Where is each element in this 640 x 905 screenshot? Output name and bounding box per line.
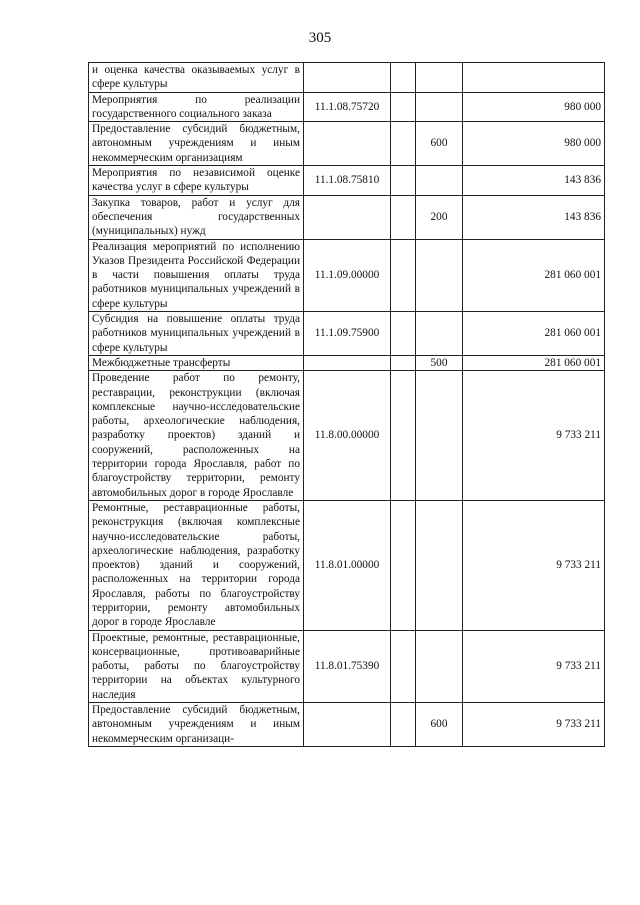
row-code-cell (304, 63, 391, 93)
row-type-cell (416, 92, 463, 122)
row-code-cell (304, 122, 391, 166)
row-name-cell: Мероприятия по реализации государственного социального заказа (89, 92, 304, 122)
row-name-cell: Предоставление субсидий бюджетным, автономным учреждениям и иным некоммерческим организаци- (89, 703, 304, 747)
row-amount-cell: 281 060 001 (463, 239, 605, 311)
row-empty-cell (391, 703, 416, 747)
row-name-cell: Мероприятия по независимой оценке качества услуг в сфере культуры (89, 166, 304, 196)
table-row (89, 371, 605, 501)
table-row (89, 195, 605, 239)
row-type-cell: 200 (416, 195, 463, 239)
row-name-cell: Закупка товаров, работ и услуг для обеспечения государственных (муниципальных) нужд (89, 195, 304, 239)
table-row (89, 312, 605, 356)
row-empty-cell (391, 371, 416, 501)
row-amount-cell: 281 060 001 (463, 312, 605, 356)
row-code-cell: 11.1.08.75810 (304, 166, 391, 196)
row-code-cell: 11.1.09.75900 (304, 312, 391, 356)
row-name-cell: Субсидия на повышение оплаты труда работников муниципальных учреждений в сфере культуры (89, 312, 304, 356)
table-row (89, 63, 605, 93)
row-code-cell (304, 195, 391, 239)
row-name-cell: Межбюджетные трансферты (89, 355, 304, 370)
budget-table (88, 62, 605, 747)
row-amount-cell: 9 733 211 (463, 371, 605, 501)
table-row (89, 703, 605, 747)
row-name-cell: Проведение работ по ремонту, реставрации, реконструкции (включая комплексные научно-исследовательские работы, археологические наблюдения, разработку проектов) зданий и сооружений, расположенных на территории города Ярославля, работ по благоустройству территории, ремонту автомобильных дорог в городе Ярославле (89, 371, 304, 501)
row-name-cell: Ремонтные, реставрационные работы, реконструкция (включая комплексные научно-исследовательские работы, археологические наблюдения, разработку проектов) зданий и сооружений, расположенных на территории города Ярославля, работы по благоустройству территории, ремонту автомобильных дорог в городе Ярославле (89, 500, 304, 630)
row-type-cell (416, 630, 463, 702)
row-amount-cell: 9 733 211 (463, 500, 605, 630)
row-empty-cell (391, 312, 416, 356)
row-code-cell (304, 355, 391, 370)
row-type-cell (416, 239, 463, 311)
row-code-cell: 11.1.08.75720 (304, 92, 391, 122)
row-type-cell (416, 371, 463, 501)
row-empty-cell (391, 355, 416, 370)
row-code-cell: 11.8.00.00000 (304, 371, 391, 501)
row-empty-cell (391, 166, 416, 196)
row-type-cell (416, 500, 463, 630)
table-row (89, 166, 605, 196)
row-type-cell (416, 166, 463, 196)
row-amount-cell: 143 836 (463, 166, 605, 196)
table-row (89, 630, 605, 702)
row-code-cell (304, 703, 391, 747)
row-empty-cell (391, 122, 416, 166)
row-name-cell: Проектные, ремонтные, реставрационные, консервационные, противоаварийные работы, работы по благоустройству территории на объектах культурного наследия (89, 630, 304, 702)
row-code-cell: 11.8.01.75390 (304, 630, 391, 702)
row-amount-cell: 9 733 211 (463, 630, 605, 702)
row-type-cell (416, 63, 463, 93)
table-row (89, 122, 605, 166)
row-type-cell: 500 (416, 355, 463, 370)
row-empty-cell (391, 195, 416, 239)
row-name-cell: Реализация мероприятий по исполнению Указов Президента Российской Федерации в части повышения оплаты труда работников муниципальных учреждений в сфере культуры (89, 239, 304, 311)
row-type-cell: 600 (416, 122, 463, 166)
table-row (89, 355, 605, 370)
table-row (89, 239, 605, 311)
row-code-cell: 11.8.01.00000 (304, 500, 391, 630)
row-amount-cell: 9 733 211 (463, 703, 605, 747)
table-row (89, 92, 605, 122)
page-number: 305 (308, 30, 332, 46)
row-empty-cell (391, 92, 416, 122)
row-name-cell: Предоставление субсидий бюджетным, автономным учреждениям и иным некоммерческим организациям (89, 122, 304, 166)
row-amount-cell: 980 000 (463, 92, 605, 122)
row-empty-cell (391, 630, 416, 702)
row-type-cell (416, 312, 463, 356)
row-amount-cell: 980 000 (463, 122, 605, 166)
row-amount-cell: 143 836 (463, 195, 605, 239)
row-code-cell: 11.1.09.00000 (304, 239, 391, 311)
row-amount-cell: 281 060 001 (463, 355, 605, 370)
row-amount-cell (463, 63, 605, 93)
row-name-cell: и оценка качества оказываемых услуг в сфере культуры (89, 63, 304, 93)
row-empty-cell (391, 63, 416, 93)
table-row (89, 500, 605, 630)
row-type-cell: 600 (416, 703, 463, 747)
row-empty-cell (391, 239, 416, 311)
budget-table-body (89, 63, 605, 747)
row-empty-cell (391, 500, 416, 630)
